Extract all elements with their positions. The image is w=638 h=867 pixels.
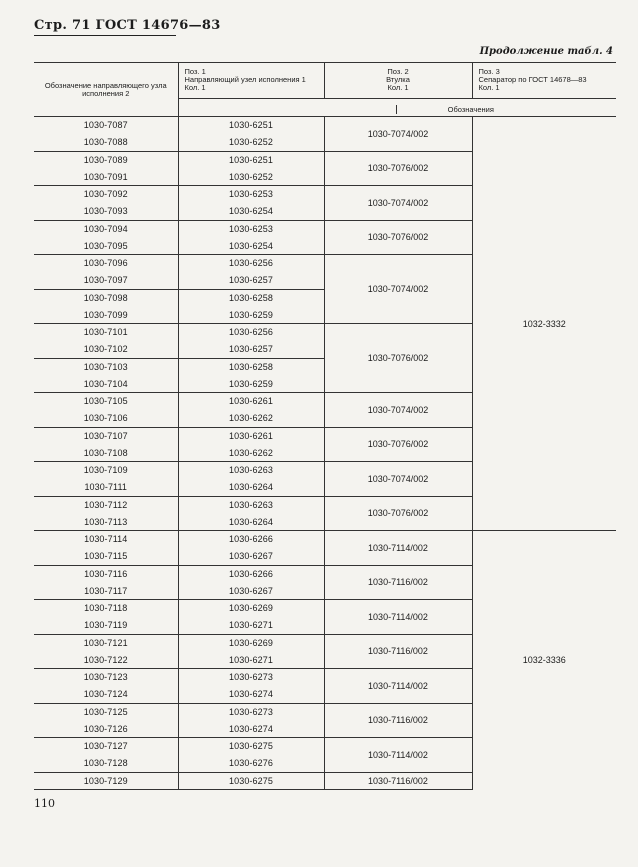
guide-unit-1-designation: 1030-6273: [178, 703, 324, 720]
guide-unit-1-designation: 1030-6273: [178, 669, 324, 686]
table-row: [34, 531, 616, 548]
guide-unit-1-designation: 1030-6276: [178, 755, 324, 772]
guide-unit-2-designation: 1030-7097: [34, 272, 178, 289]
guide-unit-2-designation: 1030-7105: [83, 396, 128, 407]
page-number: 110: [34, 797, 55, 810]
guide-unit-2-designation: 1030-7119: [34, 617, 178, 634]
guide-unit-2-designation: 1030-7089: [83, 154, 128, 165]
guide-unit-1-designation: 1030-6275: [178, 772, 324, 790]
guide-unit-2-designation: 1030-7087: [83, 120, 128, 131]
guide-unit-2-designation: 1030-7126: [34, 720, 178, 737]
guide-unit-2-designation: 1030-7088: [34, 134, 178, 151]
guide-unit-2-designation: 1030-7101: [83, 327, 128, 338]
guide-unit-2-designation: 1030-7125: [83, 706, 128, 717]
table-continuation-label: Продолжение табл. 4: [479, 46, 613, 57]
guide-unit-1-designation: 1030-6254: [178, 237, 324, 254]
guide-unit-2-designation: 1030-7102: [34, 341, 178, 358]
guide-unit-1-designation: 1030-6261: [178, 427, 324, 444]
column-header-pos-3: Поз. 3 Сепаратор по ГОСТ 14678—83 Кол. 1: [472, 63, 616, 99]
bushing-designation: 1030-7114/002: [324, 531, 472, 566]
guide-unit-1-designation: 1030-6262: [178, 410, 324, 427]
guide-unit-2-designation: 1030-7094: [83, 223, 128, 234]
guide-unit-1-designation: 1030-6267: [178, 582, 324, 599]
bushing-designation: 1030-7074/002: [324, 186, 472, 221]
guide-unit-1-designation: 1030-6267: [178, 548, 324, 565]
guide-unit-1-designation: 1030-6271: [178, 617, 324, 634]
guide-unit-2-designation: 1030-7122: [34, 651, 178, 668]
bushing-designation: 1030-7076/002: [324, 427, 472, 462]
guide-unit-2-designation: 1030-7091: [34, 168, 178, 185]
guide-unit-2-designation: 1030-7113: [34, 513, 178, 530]
guide-unit-2-designation: 1030-7093: [34, 203, 178, 220]
guide-unit-1-designation: 1030-6266: [178, 531, 324, 548]
guide-unit-1-designation: 1030-6252: [178, 134, 324, 151]
bushing-designation: 1030-7076/002: [324, 496, 472, 531]
bushing-designation: 1030-7116/002: [324, 565, 472, 600]
guide-unit-1-designation: 1030-6257: [178, 341, 324, 358]
bushing-designation: 1030-7076/002: [324, 151, 472, 186]
guide-unit-1-designation: 1030-6274: [178, 720, 324, 737]
guide-unit-1-designation: 1030-6258: [178, 289, 324, 306]
bushing-designation: 1030-7076/002: [324, 324, 472, 393]
guide-unit-1-designation: 1030-6253: [178, 220, 324, 237]
guide-unit-2-designation: 1030-7106: [34, 410, 178, 427]
bushing-designation: 1030-7074/002: [324, 462, 472, 497]
guide-unit-1-designation: 1030-6262: [178, 444, 324, 461]
guide-unit-1-designation: 1030-6256: [178, 255, 324, 272]
bushing-designation: 1030-7074/002: [324, 393, 472, 428]
subheader-designations: Обозначения: [178, 99, 616, 117]
guide-unit-2-designation: 1030-7107: [83, 430, 128, 441]
guide-unit-2-designation: 1030-7104: [34, 375, 178, 392]
guide-unit-2-designation: 1030-7098: [83, 292, 128, 303]
guide-unit-2-designation: 1030-7103: [83, 361, 128, 372]
guide-unit-1-designation: 1030-6261: [178, 393, 324, 410]
guide-unit-2-designation: 1030-7092: [83, 189, 128, 200]
guide-unit-1-designation: 1030-6263: [178, 462, 324, 479]
column-header-guide-unit-2: Обозначение направляющего узла исполнения 2: [34, 63, 178, 117]
separator-designation: 1032-3332: [472, 117, 616, 531]
bushing-designation: 1030-7076/002: [324, 220, 472, 255]
bushing-designation: 1030-7074/002: [324, 255, 472, 324]
guide-unit-1-designation: 1030-6264: [178, 513, 324, 530]
table-body: [34, 117, 616, 790]
guide-unit-2-designation: 1030-7111: [34, 479, 178, 496]
guide-unit-1-designation: 1030-6266: [178, 565, 324, 582]
guide-unit-2-designation: 1030-7115: [34, 548, 178, 565]
guide-unit-1-designation: 1030-6271: [178, 651, 324, 668]
guide-unit-2-designation: 1030-7114: [84, 534, 128, 545]
guide-unit-1-designation: 1030-6269: [178, 600, 324, 617]
guide-unit-1-designation: 1030-6259: [178, 375, 324, 392]
bushing-designation: 1030-7114/002: [324, 669, 472, 704]
guide-unit-1-designation: 1030-6256: [178, 324, 324, 341]
bushing-designation: 1030-7114/002: [324, 738, 472, 773]
guide-unit-2-designation: 1030-7118: [84, 603, 128, 614]
guide-unit-1-designation: 1030-6252: [178, 168, 324, 185]
guide-unit-2-designation: 1030-7109: [83, 465, 128, 476]
guide-unit-2-designation: 1030-7128: [34, 755, 178, 772]
guide-unit-1-designation: 1030-6269: [178, 634, 324, 651]
guide-unit-1-designation: 1030-6259: [178, 306, 324, 323]
guide-unit-2-designation: 1030-7112: [84, 499, 128, 510]
guide-unit-2-designation: 1030-7099: [34, 306, 178, 323]
guide-unit-2-designation: 1030-7108: [34, 444, 178, 461]
bushing-designation: 1030-7116/002: [324, 634, 472, 669]
guide-unit-1-designation: 1030-6263: [178, 496, 324, 513]
page-header-title: Стр. 71 ГОСТ 14676—83: [34, 18, 221, 33]
header-underline: [34, 35, 176, 36]
guide-unit-1-designation: 1030-6251: [178, 151, 324, 168]
guide-unit-1-designation: 1030-6253: [178, 186, 324, 203]
guide-unit-2-designation: 1030-7127: [83, 741, 128, 752]
column-header-pos-2: Поз. 2 Втулка Кол. 1: [324, 63, 472, 99]
guide-unit-2-designation: 1030-7116: [84, 568, 128, 579]
bushing-designation: 1030-7074/002: [324, 117, 472, 152]
bushing-designation: 1030-7114/002: [324, 600, 472, 635]
bushing-designation: 1030-7116/002: [324, 772, 472, 790]
guide-unit-1-designation: 1030-6264: [178, 479, 324, 496]
guide-unit-2-designation: 1030-7123: [83, 672, 128, 683]
guide-unit-2-designation: 1030-7095: [34, 237, 178, 254]
guide-unit-1-designation: 1030-6275: [178, 738, 324, 755]
guide-unit-2-designation: 1030-7096: [83, 258, 128, 269]
guide-unit-2-designation: 1030-7121: [83, 637, 128, 648]
table-row: [34, 117, 616, 134]
designation-table: [34, 62, 616, 790]
column-header-pos-1: Поз. 1 Направляющий узел исполнения 1 Кол. 1: [178, 63, 324, 99]
guide-unit-1-designation: 1030-6257: [178, 272, 324, 289]
guide-unit-1-designation: 1030-6274: [178, 686, 324, 703]
bushing-designation: 1030-7116/002: [324, 703, 472, 738]
separator-designation: 1032-3336: [472, 531, 616, 790]
guide-unit-1-designation: 1030-6258: [178, 358, 324, 375]
guide-unit-2-designation: 1030-7129: [34, 772, 178, 790]
guide-unit-1-designation: 1030-6251: [178, 117, 324, 134]
guide-unit-1-designation: 1030-6254: [178, 203, 324, 220]
guide-unit-2-designation: 1030-7124: [34, 686, 178, 703]
guide-unit-2-designation: 1030-7117: [34, 582, 178, 599]
